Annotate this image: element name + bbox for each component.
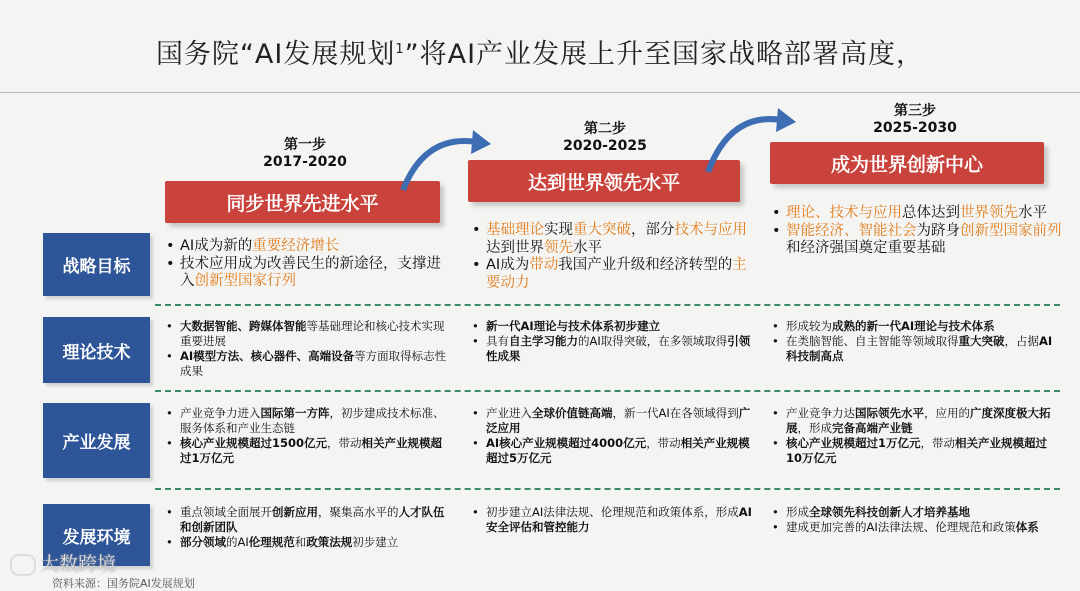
- environment-step3-cell: [772, 505, 1062, 535]
- watermark-logo-icon: [10, 554, 36, 576]
- watermark: 大数跨境: [10, 549, 116, 576]
- step-3-goal-banner: 成为世界创新中心: [770, 142, 1044, 184]
- step-2-years: 2020-2025: [563, 138, 647, 154]
- list-item: • 部分领域的AI伦理规范和政策法规初步建立: [166, 535, 451, 550]
- row-separator: [155, 390, 1060, 392]
- list-item: • AI核心产业规模超过4000亿元，带动相关产业规模超过5万亿元: [472, 436, 752, 466]
- industry-step1-cell: [166, 406, 451, 466]
- list-item: • AI成为带动我国产业升级和经济转型的主要动力: [472, 257, 754, 292]
- step-2-header: [545, 121, 665, 155]
- step-2-label: 第二步: [584, 121, 626, 137]
- list-item: • 核心产业规模超过1500亿元，带动相关产业规模超过1万亿元: [166, 436, 451, 466]
- list-item: • 产业竞争力进入国际第一方阵，初步建成技术标准、服务体系和产业生态链: [166, 406, 451, 436]
- step-1-header: [245, 137, 365, 171]
- list-item: • 技术应用成为改善民生的新途径，支撑进入创新型国家行列: [166, 256, 451, 291]
- strategy-step2-cell: [472, 222, 754, 292]
- list-item: • 大数据智能、跨媒体智能等基础理论和核心技术实现重要进展: [166, 319, 451, 349]
- theory-step3-cell: [772, 319, 1062, 364]
- list-item: • 在类脑智能、自主智能等领域取得重大突破，占据AI科技制高点: [772, 334, 1062, 364]
- list-item: • 产业竞争力达国际领先水平，应用的广度深度极大拓展，形成完备高端产业链: [772, 406, 1062, 436]
- environment-step1-cell: [166, 505, 451, 550]
- list-item: • 形成全球领先科技创新人才培养基地: [772, 505, 1062, 520]
- row-label-theory: 理论技术: [43, 317, 150, 383]
- row-label-industry: 产业发展: [43, 403, 150, 478]
- list-item: • 核心产业规模超过1万亿元，带动相关产业规模超过10万亿元: [772, 436, 1062, 466]
- industry-step2-cell: [472, 406, 752, 466]
- list-item: • 重点领域全面展开创新应用，聚集高水平的人才队伍和创新团队: [166, 505, 451, 535]
- list-item: • 新一代AI理论与技术体系初步建立: [472, 319, 752, 334]
- row-separator: [155, 488, 1060, 490]
- step-3-header: [855, 103, 975, 137]
- list-item: • AI模型方法、核心器件、高端设备等方面取得标志性成果: [166, 349, 451, 379]
- curved-arrow-icon: [700, 108, 800, 178]
- list-item: • 形成较为成熟的新一代AI理论与技术体系: [772, 319, 1062, 334]
- industry-step3-cell: [772, 406, 1062, 466]
- list-item: • 具有自主学习能力的AI取得突破，在多领域取得引领性成果: [472, 334, 752, 364]
- environment-step2-cell: [472, 505, 752, 535]
- curved-arrow-icon: [395, 128, 495, 198]
- row-separator: [155, 304, 1060, 306]
- strategy-step3-cell: [772, 205, 1062, 258]
- list-item: • 初步建立AI法律法规、伦理规范和政策体系，形成AI安全评估和管控能力: [472, 505, 752, 535]
- list-item: • 基础理论实现重大突破，部分技术与应用达到世界领先水平: [472, 222, 754, 257]
- list-item: • 建成更加完善的AI法律法规、伦理规范和政策体系: [772, 520, 1062, 535]
- list-item: • 理论、技术与应用总体达到世界领先水平: [772, 205, 1062, 223]
- step-2-goal-banner: 达到世界领先水平: [468, 160, 740, 202]
- list-item: • 智能经济、智能社会为跻身创新型国家前列和经济强国奠定重要基础: [772, 223, 1062, 258]
- step-1-label: 第一步: [284, 137, 326, 153]
- row-label-environment: 发展环境: [43, 504, 150, 566]
- step-1-goal-banner: 同步世界先进水平: [165, 181, 440, 223]
- list-item: • 产业进入全球价值链高端，新一代AI在各领域得到广泛应用: [472, 406, 752, 436]
- strategy-step1-cell: [166, 238, 451, 291]
- theory-step1-cell: [166, 319, 451, 379]
- step-3-years: 2025-2030: [873, 120, 957, 136]
- page-title: 国务院“AI发展规划$^1$”将AI产业发展上升至国家战略部署高度，: [155, 39, 925, 70]
- row-label-strategy: 战略目标: [43, 233, 150, 296]
- step-1-years: 2017-2020: [263, 154, 347, 170]
- source-note: 资料来源：国务院AI发展规划: [52, 577, 195, 590]
- theory-step2-cell: [472, 319, 752, 364]
- step-3-label: 第三步: [894, 103, 936, 119]
- title-divider: [0, 92, 1080, 93]
- list-item: • AI成为新的重要经济增长: [166, 238, 451, 256]
